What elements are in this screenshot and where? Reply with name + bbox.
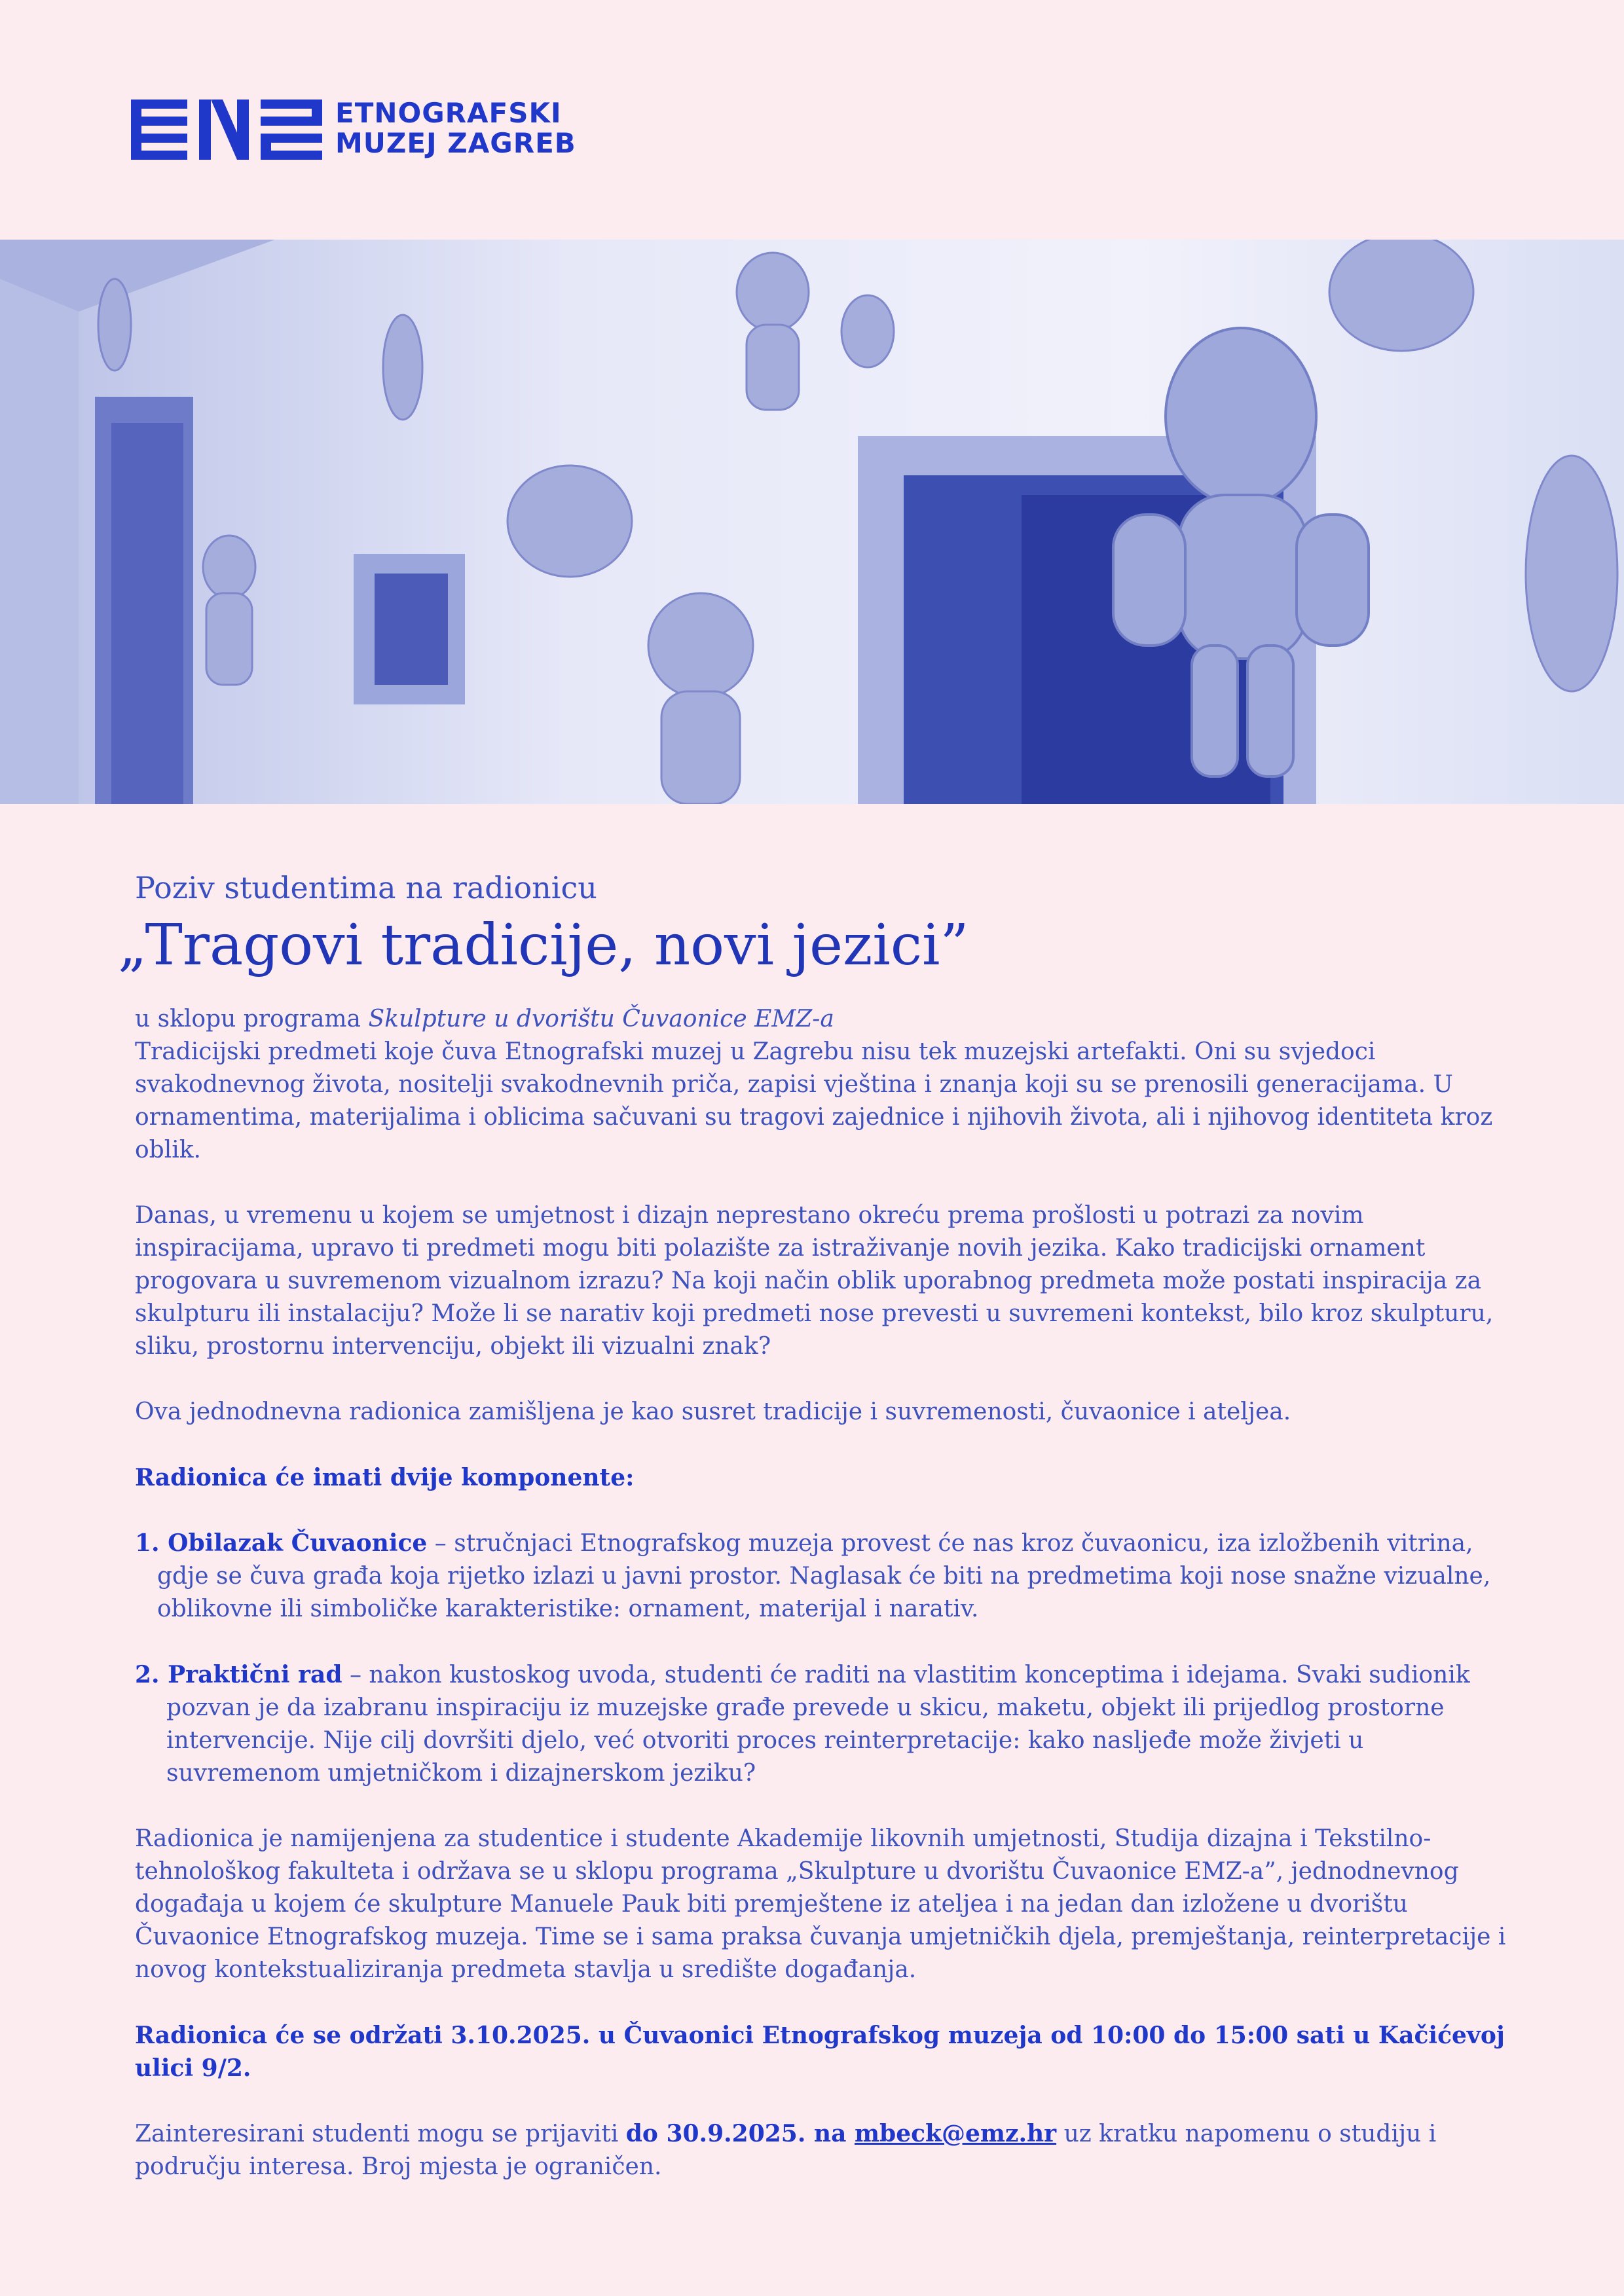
list-item-practical bbox=[135, 1658, 1517, 1790]
list-item-practical-text-4: suvremenom umjetničkom i dizajnerskom jeziku? bbox=[166, 1760, 756, 1787]
body-text bbox=[135, 1003, 1517, 2183]
emz-logo-icon bbox=[131, 100, 322, 160]
apply-deadline: do 30.9.2025. na bbox=[625, 2120, 855, 2147]
list-item-tour-text-2: gdje se čuva građa koja rijetko izlazi u javni prostor. Naglasak će biti na predmetima koji nose snažne vizualne, bbox=[157, 1563, 1491, 1590]
list-item-practical-text-2: pozvan je da izabranu inspiraciju iz muzejske građe prevede u skicu, maketu, objekt ili prijedlog prostorne bbox=[166, 1694, 1445, 1721]
list-item-tour-text-3: oblikovne ili simboličke karakteristike: ornament, materijal i narativ. bbox=[157, 1595, 979, 1622]
list-item-tour-text-1: – stručnjaci Etnografskog muzeja provest će nas kroz čuvaonicu, iza izložbenih vitrina, bbox=[427, 1530, 1473, 1557]
list-item-practical-label: 2. Praktični rad bbox=[135, 1661, 342, 1688]
event-date-line: Radionica će se održati 3.10.2025. u Čuvaonici Etnografskog muzeja od 10:00 do 15:00 sati u Kačićevoj ulici 9/2. bbox=[135, 2022, 1505, 2082]
intro-program-line bbox=[135, 1003, 1517, 1036]
subtitle: Poziv studentima na radionicu bbox=[135, 870, 597, 905]
outro-paragraph-1: Radionica je namijenjena za studentice i studente Akademije likovnih umjetnosti, Studija dizajna i Tekstilno-tehnološkog fakulteta i održava se u sklopu programa „Skulpture u dvorištu Čuvaonice EMZ-a”, jednodnevnog događaja u kojem će skulpture Manuele Pauk biti premještene iz ateljea i na jedan dan izložene u dvorištu Čuvaonice Etnografskog muzeja. Time se i sama praksa čuvanja umjetničkih djela, premještanja, reinterpretacije i novog kontekstualiziranja predmeta stavlja u središte događanja. bbox=[135, 1825, 1506, 1983]
email-link[interactable]: mbeck@emz.hr bbox=[854, 2120, 1057, 2147]
apply-suffix: uz kratku napomenu o studiju i području interesa. Broj mjesta je ograničen. bbox=[135, 2121, 1437, 2180]
intro-prefix: u sklopu programa bbox=[135, 1006, 369, 1032]
sculptures-photo-icon bbox=[0, 240, 1624, 804]
intro-paragraph-2: Danas, u vremenu u kojem se umjetnost i dizajn neprestano okreću prema prošlosti u potrazi za novim inspiracijama, upravo ti predmeti mogu biti polazište za istraživanje novih jezika. Kako tradicijski ornament progovara u suvremenom vizualnom izrazu? Na koji način oblik uporabnog predmeta može postati inspiracija za skulpturu ili instalaciju? Može li se narativ koji predmeti nose prevesti u suvremeni kontekst, bilo kroz skulpturu, sliku, prostornu intervenciju, objekt ili vizualni znak? bbox=[135, 1202, 1494, 1360]
main-content bbox=[118, 869, 1517, 2183]
list-item-tour bbox=[135, 1527, 1517, 1626]
list-item-practical-text-1: – nakon kustoskog uvoda, studenti će raditi na vlastitim konceptima i idejama. Svaki sudionik bbox=[342, 1662, 1470, 1688]
page-title: „Tragovi tradicije, novi jezici” bbox=[118, 913, 969, 978]
components-heading: Radionica će imati dvije komponente: bbox=[135, 1464, 635, 1491]
program-name: Skulpture u dvorištu Čuvaonice EMZ-a bbox=[368, 1006, 834, 1032]
museum-logo bbox=[131, 97, 576, 160]
intro-paragraph-1: Tradicijski predmeti koje čuva Etnografski muzej u Zagrebu nisu tek muzejski artefakti. Oni su svjedoci svakodnevnog života, nositelji svakodnevnih priča, zapisi vještina i znanja koji su se prenosili generacijama. U ornamentima, materijalima i oblicima sačuvani su tragovi zajednice i njihovih života, ali i njihovog identiteta kroz oblik. bbox=[135, 1038, 1493, 1163]
logo-line-1: ETNOGRAFSKI bbox=[335, 97, 562, 129]
apply-paragraph bbox=[135, 2117, 1517, 2183]
hero-image bbox=[0, 240, 1624, 804]
list-item-tour-label: 1. Obilazak Čuvaonice bbox=[135, 1529, 428, 1557]
intro-paragraph-3: Ova jednodnevna radionica zamišljena je kao susret tradicije i suvremenosti, čuvaonice i ateljea. bbox=[135, 1398, 1291, 1425]
apply-prefix: Zainteresirani studenti mogu se prijaviti bbox=[135, 2121, 626, 2147]
list-item-practical-text-3: intervencije. Nije cilj dovršiti djelo, već otvoriti proces reinterpretacije: kako nasljeđe može živjeti u bbox=[166, 1727, 1364, 1754]
logo-line-2: MUZEJ ZAGREB bbox=[335, 127, 576, 159]
